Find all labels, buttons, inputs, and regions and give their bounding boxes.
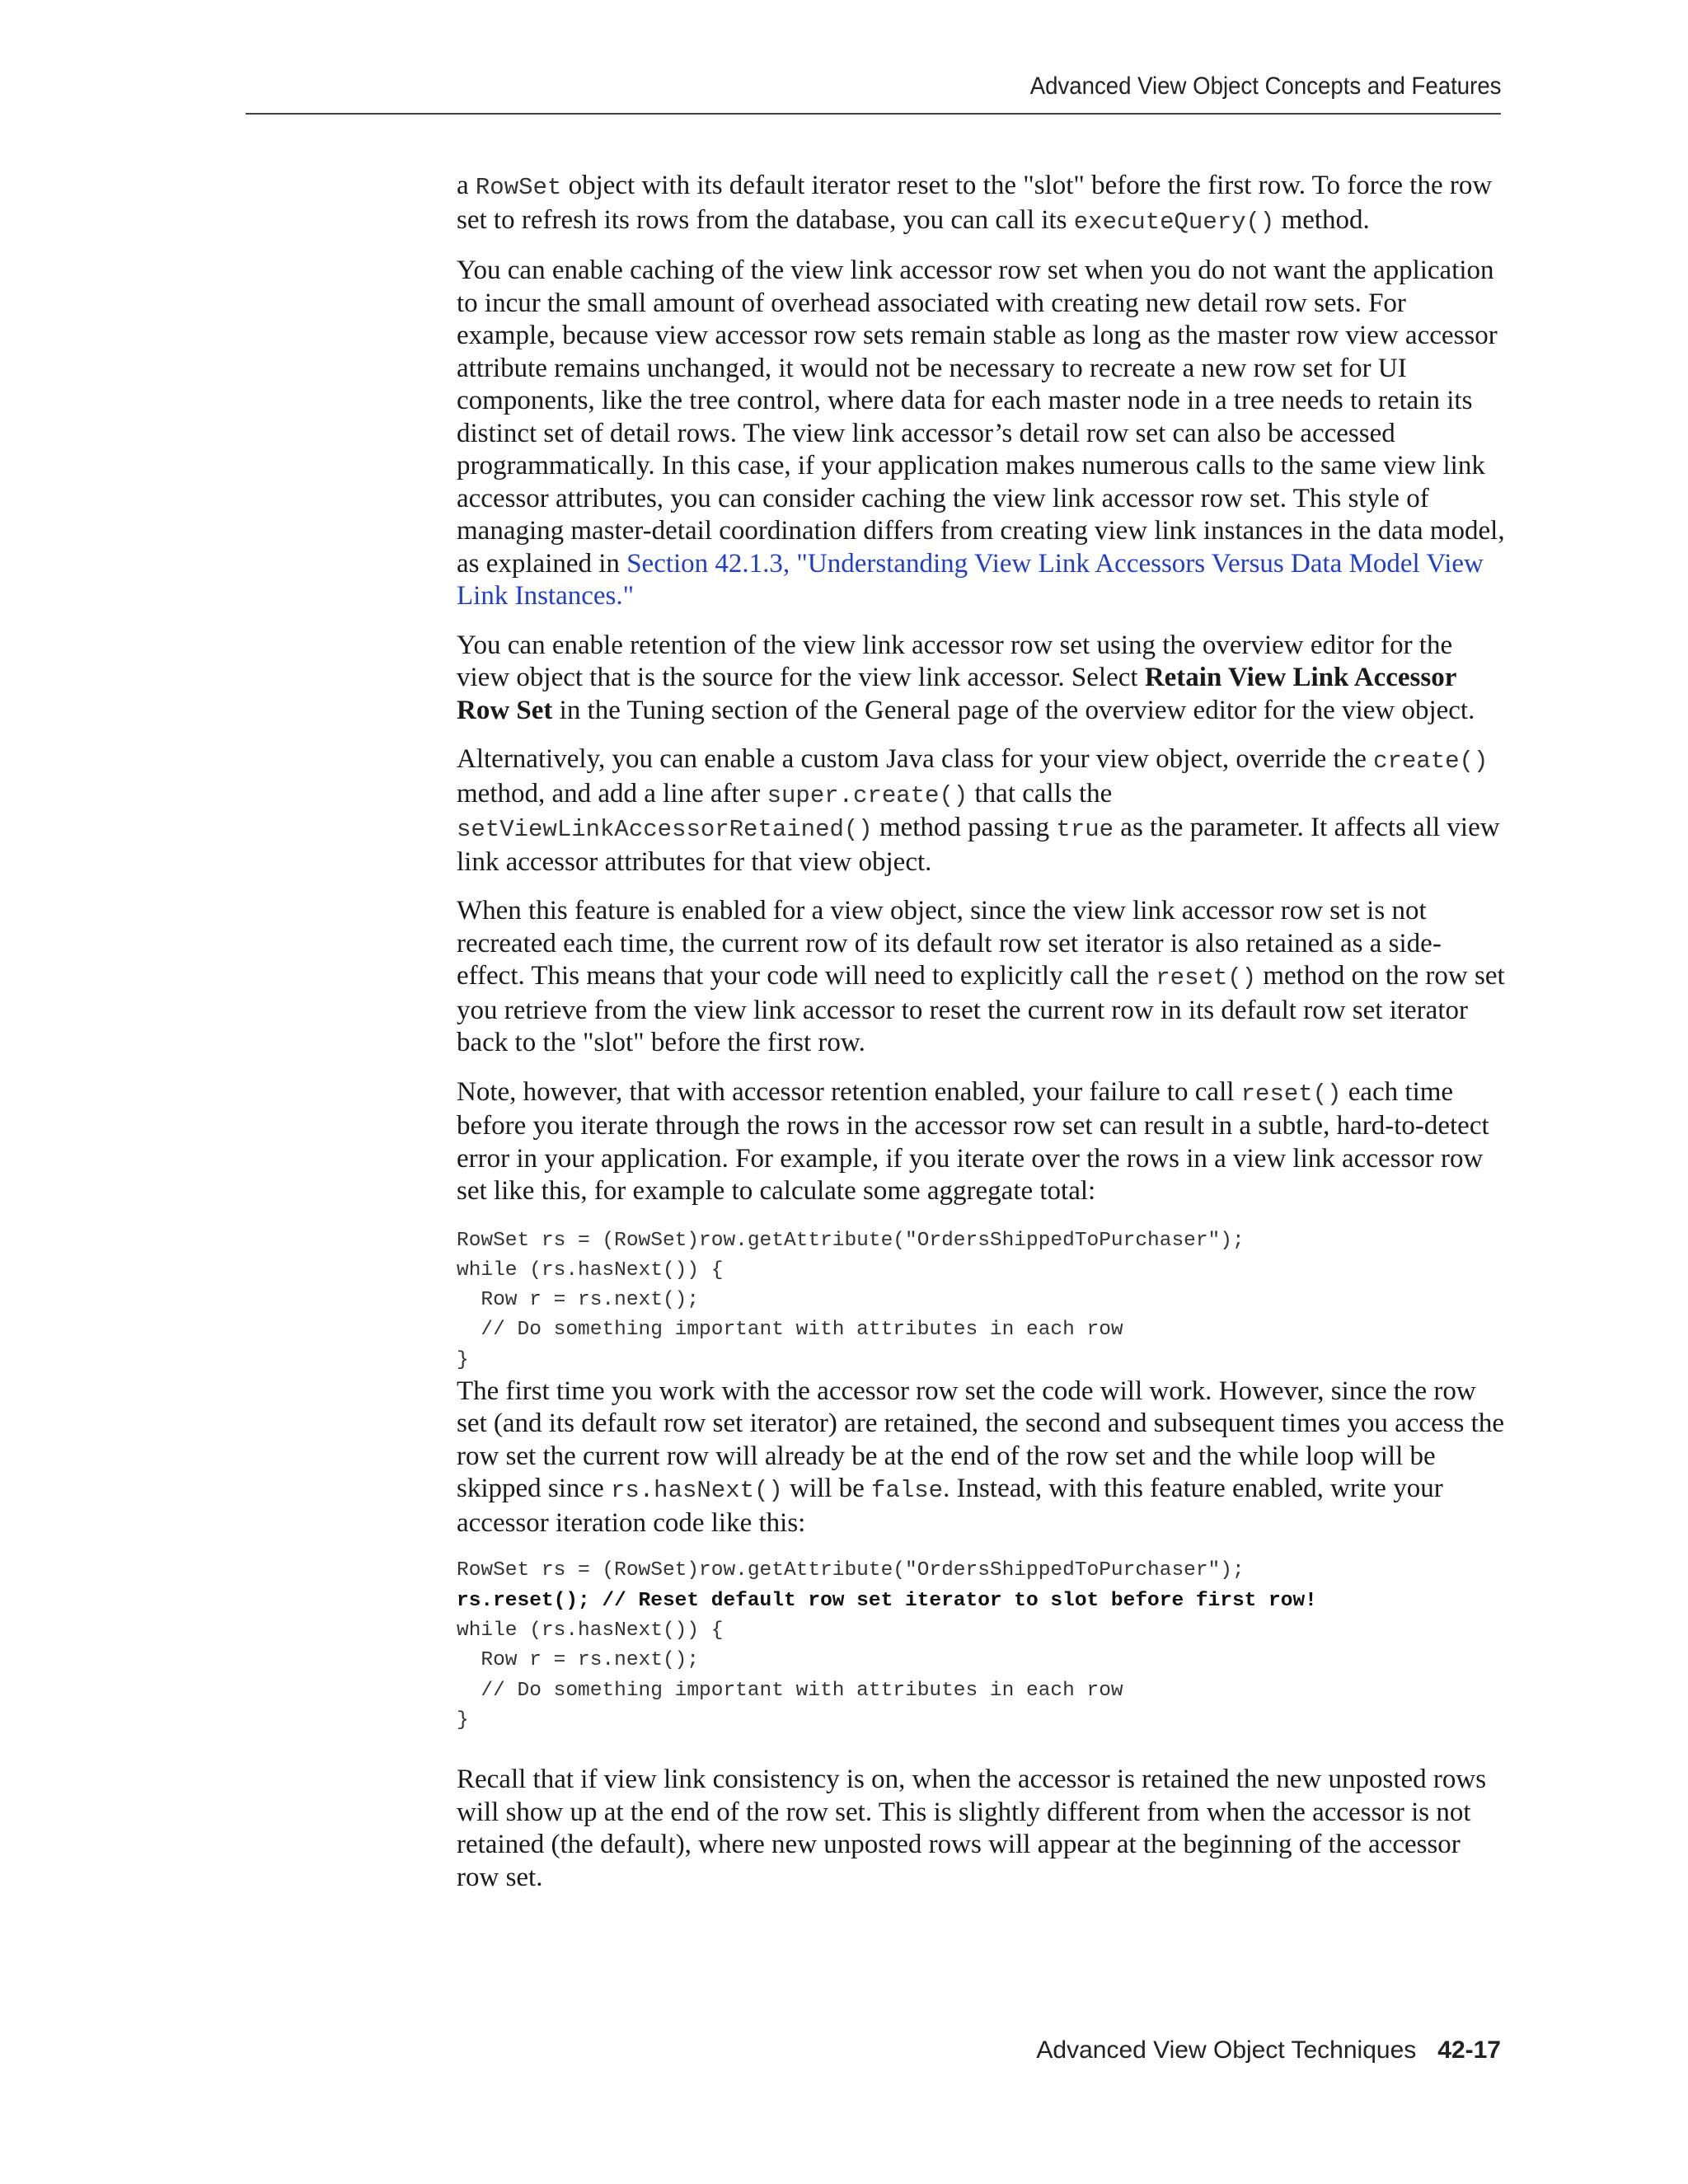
code-line: Row r = rs.next(); [457, 1649, 700, 1672]
text-run: method passing [872, 813, 1057, 842]
text-run: When this feature is enabled for a view object, since the view link accessor row set is not recreated each time, the current row of its default row set iterator is also retained as a side-effect. This means that your code will need to explicitly call the [457, 896, 1442, 991]
text-run: in the Tuning section of the General page of the overview editor for the view object. [552, 695, 1475, 725]
inline-code: true [1056, 816, 1114, 843]
code-line: } [457, 1708, 469, 1732]
text-run: method. [1274, 204, 1370, 235]
paragraph-enable-retention [457, 630, 1505, 728]
text-run: You can enable retention of the view link accessor row set using the overview editor for the view object that is the source for the view link accessor. Select [457, 630, 1453, 692]
text-run: Alternatively, you can enable a custom Java class for your view object, override the [457, 744, 1374, 774]
code-line: Row r = rs.next(); [457, 1289, 700, 1312]
page-footer [1036, 2036, 1501, 2064]
footer-chapter-title: Advanced View Object Techniques [1036, 2036, 1417, 2064]
text-run: . Instead, with this feature enabled, write your accessor iteration code like this: [457, 1474, 1443, 1538]
code-line-highlighted: rs.reset(); // Reset default row set iterator to slot before first row! [457, 1589, 1317, 1612]
inline-code: RowSet [475, 174, 562, 201]
paragraph-view-link-consistency [457, 1764, 1505, 1894]
code-line: } [457, 1348, 469, 1371]
paragraph-rowset-reset [457, 170, 1505, 238]
code-line: while (rs.hasNext()) { [457, 1258, 724, 1282]
paragraph-retention-note [457, 1076, 1505, 1208]
text-run: method on the row set you retrieve from the view link accessor to reset the current row in its default row set iterator back to the "slot" before the first row. [457, 961, 1505, 1057]
paragraph-custom-java-class [457, 743, 1505, 879]
text-run: The first time you work with the accessor row set the code will work. However, since the row set (and its default row set iterator) are retained, the second and subsequent times you access the row set the current row will already be at the end of the row set and the while loop will be skipped since [457, 1376, 1504, 1504]
section-cross-reference-link[interactable]: Section 42.1.3, "Understanding View Link Accessors Versus Data Model View Link Instances." [457, 548, 1484, 611]
text-run: object with its default iterator reset to the "slot" before the first row. To force the row set to refresh its rows from the database, you can call its [457, 171, 1493, 235]
text-run: a [457, 171, 476, 200]
text-run: method, and add a line after [457, 778, 767, 808]
paragraph-feature-enabled [457, 895, 1505, 1060]
inline-code: false [871, 1477, 944, 1505]
code-line: // Do something important with attributes in each row [457, 1679, 1123, 1702]
text-run: Recall that if view link consistency is on, when the accessor is retained the new unposted rows will show up at the end of the row set. This is slightly different from when the accessor is not retained (the default), where new unposted rows will appear at the beginning of the accessor row set. [457, 1765, 1487, 1892]
inline-code: super.create() [767, 781, 968, 809]
header-rule [246, 113, 1501, 115]
text-run: as the parameter. It affects all view link accessor attributes for that view object. [457, 813, 1500, 877]
text-run: will be [782, 1474, 872, 1504]
code-example-iterate [457, 1226, 1505, 1376]
ui-label-retain-view-link-accessor-row-set: Retain View Link Accessor Row Set [457, 663, 1456, 725]
inline-code: create() [1373, 748, 1489, 775]
inline-code: reset() [1156, 964, 1257, 991]
text-run: that calls the [968, 778, 1113, 808]
code-line: RowSet rs = (RowSet)row.getAttribute("OrdersShippedToPurchaser"); [457, 1229, 1245, 1252]
running-header: Advanced View Object Concepts and Features [1029, 73, 1501, 100]
code-line: // Do something important with attributes in each row [457, 1319, 1123, 1342]
inline-code: reset() [1240, 1080, 1342, 1108]
paragraph-enable-caching [457, 255, 1505, 613]
code-example-reset [457, 1556, 1505, 1736]
inline-code: setViewLinkAccessorRetained() [457, 816, 873, 843]
text-run: You can enable caching of the view link accessor row set when you do not want the application to incur the small amount of overhead associated with creating new detail row sets. For example, because view accessor row sets remain stable as long as the master row view accessor attribute remains unchanged, it would not be necessary to recreate a new row set for UI components, like the tree control, where data for each master node in a tree needs to retain its distinct set of detail rows. The view link accessor’s detail row set can also be accessed programmatically. In this case, if your application makes numerous calls to the same view link accessor attributes, you can consider caching the view link accessor row set. This style of managing master-detail coordination differs from creating view link instances in the data model, as explained in [457, 255, 1505, 579]
paragraph-first-time [457, 1376, 1505, 1540]
text-run: each time before you iterate through the rows in the accessor row set can result in a subtle, hard-to-detect error in your application. For example, if you iterate over the rows in a view link accessor row set like this, for example to calculate some aggregate total: [457, 1076, 1489, 1206]
inline-code: rs.hasNext() [610, 1477, 783, 1505]
code-line: while (rs.hasNext()) { [457, 1619, 724, 1643]
page-number: 42-17 [1437, 2036, 1501, 2064]
inline-code: executeQuery() [1073, 208, 1275, 236]
text-run: Note, however, that with accessor retention enabled, your failure to call [457, 1076, 1241, 1107]
page-body [457, 170, 1505, 1910]
code-line: RowSet rs = (RowSet)row.getAttribute("OrdersShippedToPurchaser"); [457, 1559, 1245, 1582]
